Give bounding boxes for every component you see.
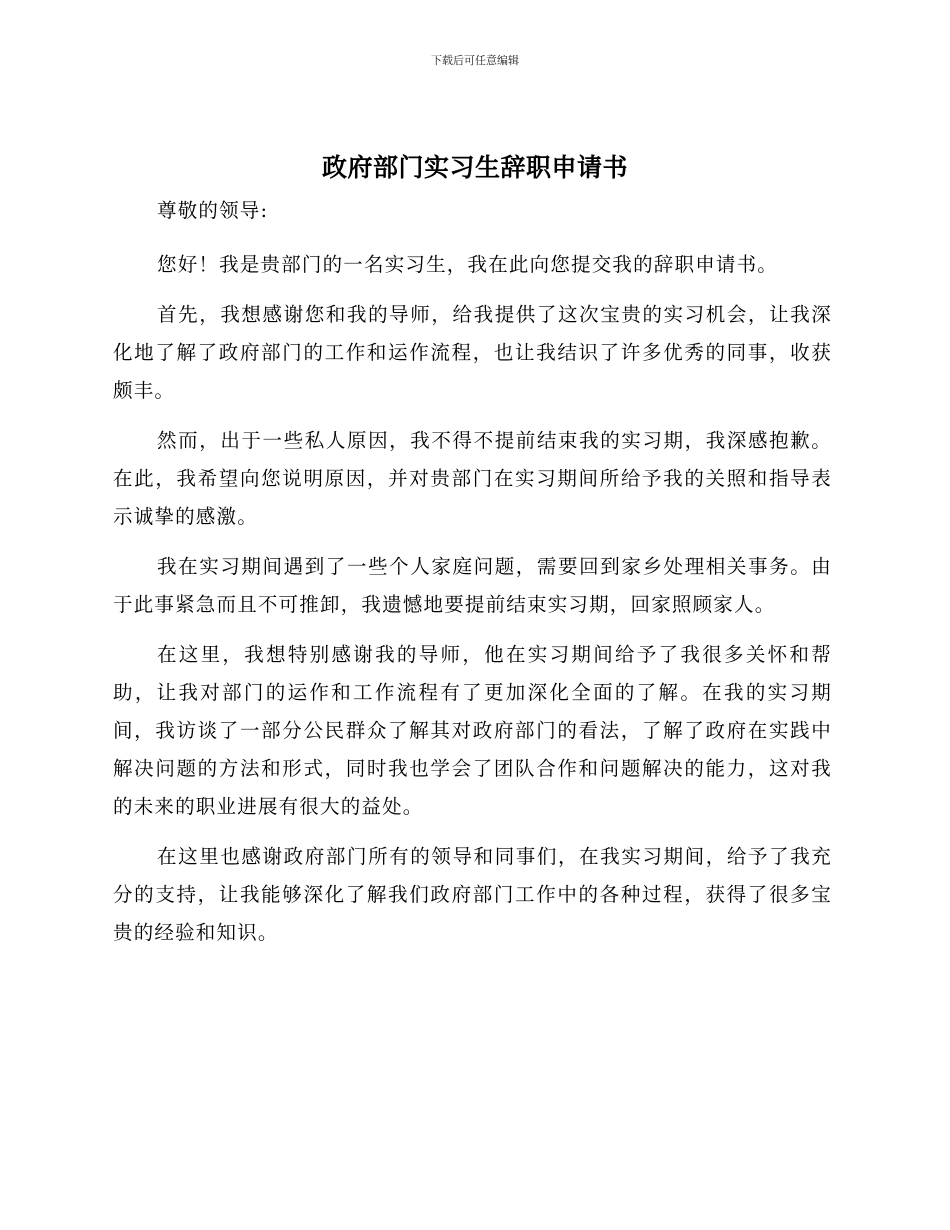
paragraph-apology: 然而，出于一些私人原因，我不得不提前结束我的实习期，我深感抱歉。在此，我希望向您说明原因，并对贵部门在实习期间所给予我的关照和指导表示诚挚的感激。	[113, 429, 832, 528]
salutation: 尊敬的领导:	[157, 199, 269, 222]
page-header-note: 下载后可任意编辑	[431, 54, 519, 67]
paragraph-reason: 我在实习期间遇到了一些个人家庭问题，需要回到家乡处理相关事务。由于此事紧急而且不可推卸，我遗憾地要提前结束实习期，回家照顾家人。	[113, 555, 832, 616]
paragraph-thanks: 首先，我想感谢您和我的导师，给我提供了这次宝贵的实习机会，让我深化地了解了政府部门的工作和运作流程，也让我结识了许多优秀的同事，收获颇丰。	[113, 303, 832, 402]
document-body	[113, 192, 832, 964]
paragraph-greeting: 您好！我是贵部门的一名实习生，我在此向您提交我的辞职申请书。	[157, 253, 779, 276]
paragraph-mentor-thanks: 在这里，我想特别感谢我的导师，他在实习期间给予了我很多关怀和帮助，让我对部门的运作和工作流程有了更加深化全面的了解。在我的实习期间，我访谈了一部分公民群众了解其对政府部门的看法，了解了政府在实践中解决问题的方法和形式，同时我也学会了团队合作和问题解决的能力，这对我的未来的职业进展有很大的益处。	[113, 643, 832, 818]
document-title: 政府部门实习生辞职申请书	[321, 153, 628, 182]
paragraph-colleagues-thanks: 在这里也感谢政府部门所有的领导和同事们，在我实习期间，给予了我充分的支持，让我能够深化了解我们政府部门工作中的各种过程，获得了很多宝贵的经验和知识。	[113, 845, 832, 944]
